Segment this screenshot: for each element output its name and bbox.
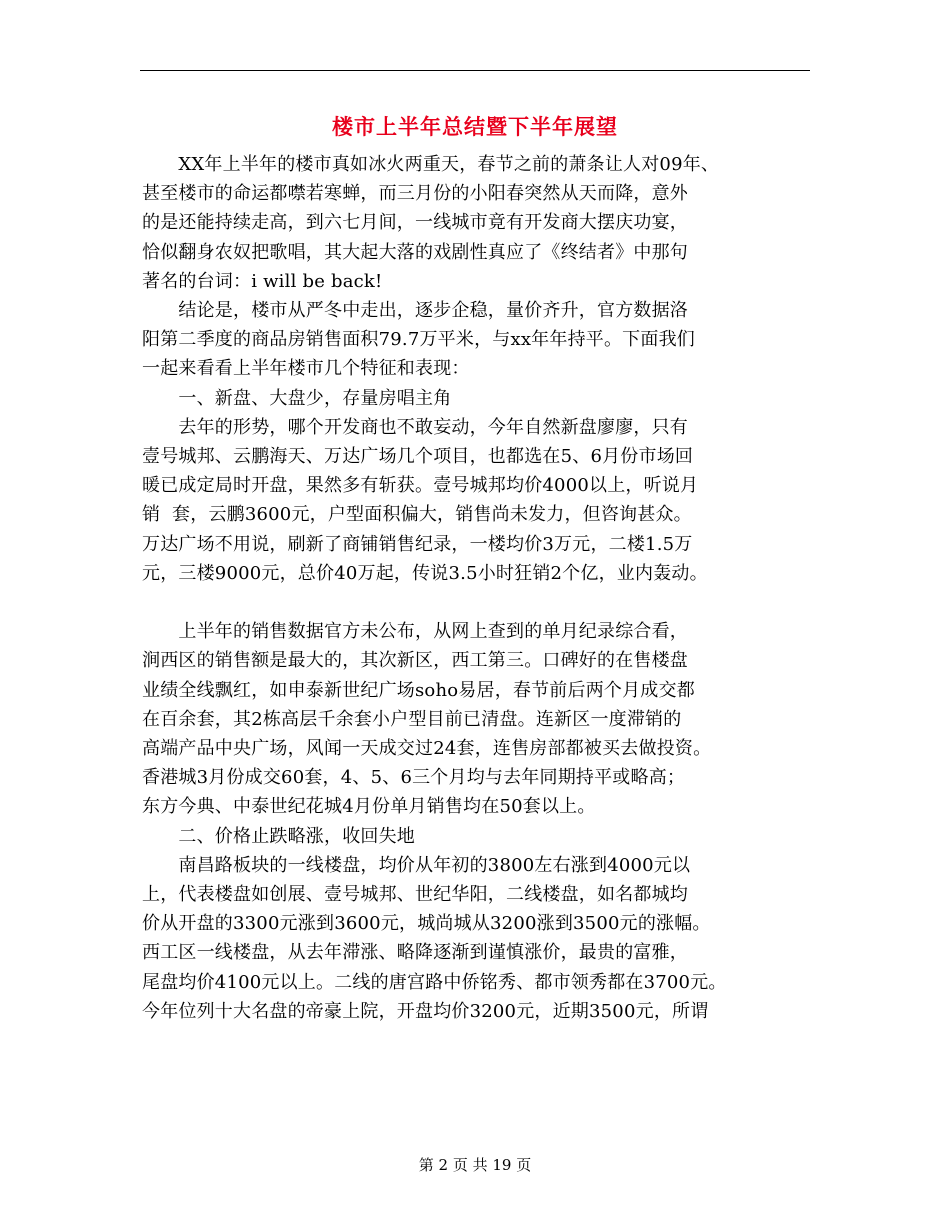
document-title: 楼市上半年总结暨下半年展望: [332, 114, 618, 139]
text-line: 价从开盘的3300元涨到3600元，城尚城从3200涨到3500元的涨幅。: [142, 913, 711, 934]
text-line: XX年上半年的楼市真如冰火两重天，春节之前的萧条让人对09年、: [142, 154, 720, 175]
text-line: 西工区一线楼盘，从去年滞涨、略降逐渐到谨慎涨价，最贵的富雅，: [142, 942, 688, 963]
text-line: 南昌路板块的一线楼盘，均价从年初的3800左右涨到4000元以: [142, 855, 691, 876]
header-rule: [140, 70, 810, 71]
text-line: 万达广场不用说，刷新了商铺销售纪录，一楼均价3万元，二楼1.5万: [142, 534, 693, 555]
text-line: 甚至楼市的命运都噤若寒蝉，而三月份的小阳春突然从天而降，意外: [142, 183, 688, 204]
text-line: 东方今典、中泰世纪花城4月份单月销售均在50套以上。: [142, 796, 596, 817]
text-line: 恰似翻身农奴把歌唱，其大起大落的戏剧性真应了《终结者》中那句: [142, 242, 688, 263]
text-line: 二、价格止跌略涨，收回失地: [142, 826, 415, 847]
text-line: 上半年的销售数据官方未公布，从网上查到的单月纪录综合看，: [142, 621, 688, 642]
page-footer: 第 2 页 共 19 页: [418, 1156, 532, 1174]
text-line: 一起来看看上半年楼市几个特征和表现：: [142, 358, 470, 379]
text-line: 高端产品中央广场，风闻一天成交过24套，连售房部都被买去做投资。: [142, 738, 712, 759]
text-line: 元，三楼9000元，总价40万起，传说3.5小时狂销2个亿，业内轰动。: [142, 563, 708, 584]
text-line: 去年的形势，哪个开发商也不敢妄动，今年自然新盘廖廖，只有: [142, 417, 688, 438]
text-line: 香港城3月份成交60套，4、5、6三个月均与去年同期持平或略高；: [142, 767, 686, 788]
text-line: 结论是，楼市从严冬中走出，逐步企稳，量价齐升，官方数据洛: [142, 300, 688, 321]
text-line: 上，代表楼盘如创展、壹号城邦、世纪华阳，二线楼盘，如名都城均: [142, 884, 688, 905]
text-line: 在百余套，其2栋高层千余套小户型目前已清盘。连新区一度滞销的: [142, 709, 682, 730]
text-line: 业绩全线飘红，如申泰新世纪广场soho易居，春节前后两个月成交都: [142, 680, 695, 701]
text-line: 销 套，云鹏3600元，户型面积偏大，销售尚未发力，但咨询甚众。: [142, 504, 692, 525]
text-line: 涧西区的销售额是最大的，其次新区，西工第三。口碑好的在售楼盘: [142, 650, 688, 671]
text-line: 阳第二季度的商品房销售面积79.7万平米，与xx年年持平。下面我们: [142, 329, 695, 350]
text-line: 尾盘均价4100元以上。二线的唐宫路中侨铭秀、都市领秀都在3700元。: [142, 972, 727, 993]
text-line: 著名的台词：i will be back!: [142, 271, 383, 292]
text-line: 今年位列十大名盘的帝豪上院，开盘均价3200元，近期3500元，所谓: [142, 1001, 709, 1022]
text-line: 一、新盘、大盘少，存量房唱主角: [142, 388, 452, 409]
text-line: 暖已成定局时开盘，果然多有斩获。壹号城邦均价4000以上，听说月: [142, 475, 699, 496]
text-line: 的是还能持续走高，到六七月间，一线城市竟有开发商大摆庆功宴，: [142, 212, 688, 233]
text-line: 壹号城邦、云鹏海天、万达广场几个项目，也都选在5、6月份市场回: [142, 446, 694, 467]
